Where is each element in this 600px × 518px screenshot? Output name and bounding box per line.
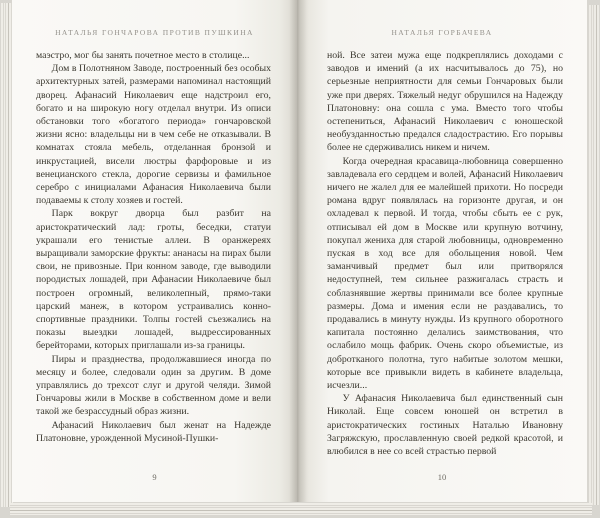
right-page (297, 0, 587, 502)
page-stack-edge-bottom (10, 503, 592, 516)
left-page-number: 9 (152, 472, 157, 482)
body-paragraph: маэстро, мог бы занять почетное место в столице... (36, 50, 250, 61)
body-paragraph: Парк вокруг дворца был разбит на аристократический лад: гроты, беседки, статуи украшали его тенистые аллеи. В оранжереях выращивали заморские фрукты: ананасы на пирах были свои, не привозные. При конном заводе, где выводили породистых лошадей, при Афанасии Николаевиче был построен огромный, великолепный, прямо-таки царский манеж, в котором устраивались конно-спортивные праздники. Толпы гостей съезжались на показы выездки лошадей, выдрессированных берейторами, которых приглашали из-за границы. (36, 208, 271, 352)
body-paragraph: ной. Все затеи мужа еще подкреплялись доходами с заводов и имений (а их насчитывалось до 75), но серьезные неприятности для семьи Гончаровых были уже при дверях. Тяжелый недуг обрушился на Надежду Платоновну: она сошла с ума. Вместо того чтобы остепениться, Афанасий Николаевич с юношеской необузданностью предался сладострастию. Его порывы более не сдерживались никем и ничем. (327, 50, 563, 154)
body-paragraph: Дом в Полотняном Заводе, построенный без особых архитектурных затей, размерами напоминал настоящий дворец. Афанасий Николаевич еще надстроил его, богато и на широкую ногу отделал внутри. Из описи обстановки того «богатого периода» гончаровской жизни ясно: владельцы ни в чем себе не отказывали. В комнатах стояла мебель, отделанная бронзой и инкрустацией, висели люстры фарфоровые и из венецианского стекла, дорогие сервизы и фамильное серебро с инициалами Афанасия Николаевича были подаваемы к столу хозяев и гостей. (36, 63, 271, 207)
body-paragraph: Афанасий Николаевич был женат на Надежде Платоновне, урожденной Мусиной-Пушки- (36, 419, 271, 444)
left-page (12, 0, 297, 502)
right-running-title: НАТАЛЬЯ ГОРБАЧЕВА (391, 28, 493, 37)
body-paragraph: Пиры и празднества, продолжавшиеся иногда по месяцу и более, следовали один за другим. В доме управлялись до трехсот слуг и другой челяди. Зимой Гончаровы жили в Москве в собственном доме и вели такой же безрассудный образ жизни. (36, 353, 271, 418)
right-page-number: 10 (437, 472, 447, 482)
page-stack-edge-right (589, 5, 599, 505)
left-page-text (36, 49, 271, 467)
left-running-title: НАТАЛЬЯ ГОНЧАРОВА ПРОТИВ ПУШКИНА (55, 28, 254, 37)
body-paragraph: Когда очередная красавица-любовница совершенно завладевала его сердцем и волей, Афанасий Николаевич ничего не жалел для ее малейшей прихоти. Но посреди романа вдруг появлялась на горизонте другая, и он охладевал к первой. И тогда, чтобы сбыть ее с рук, отписывал ей дом в Москве или крупную вотчину, покупал жениха для старой любовницы, одновременно пуская в ход все для обольщения новой. Чем заманчивый предмет был или притворялся недоступней, тем сильнее разжигалась страсть и соблазнявшие жертвы принимали все более крупные размеры. Дома и имения если не раздавались, то продавались в минуту нужды. Из крупного оборотного капитала постоянно делались заимствования, что ослабило мощь фабрик. Очень скоро объемистые, из добротканого полотна, туго набитые золотом мешки, которые все привыкли видеть в кабинете владельца, исчезли... (327, 155, 563, 392)
body-paragraph: У Афанасия Николаевича был единственный сын Николай. Еще совсем юношей он встретил в аристократических гостиных Наталью Ивановну Загряжскую, прославленную своей редкой красотой, и влюбился в нее со всей страстью первой (327, 393, 563, 458)
right-page-text (327, 49, 563, 467)
